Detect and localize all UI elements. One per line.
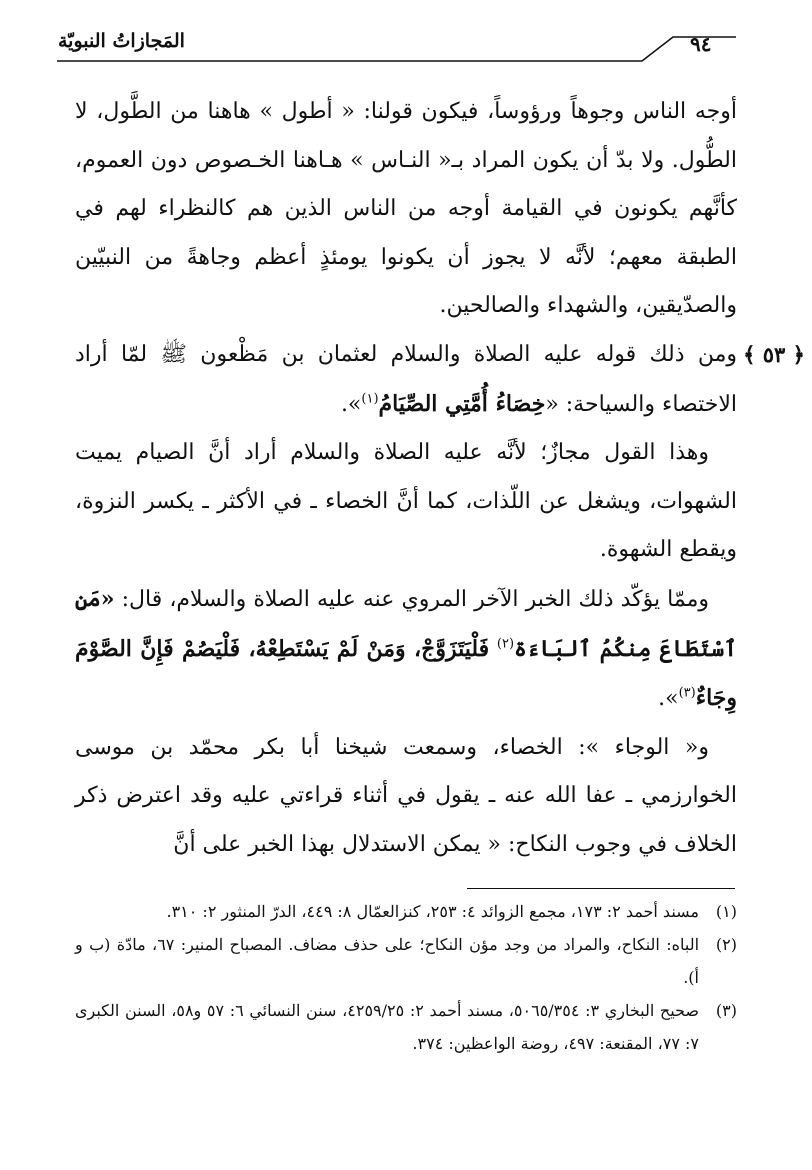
footnote-ref[interactable]: (٣) [678,685,696,701]
running-header [0,0,812,100]
paragraph-text-end: ». [658,686,679,712]
paragraph-text: وممّا يؤكّد ذلك الخبر الآخر المروي عنه عليه الصلاة والسلام، قال: [121,586,709,612]
paragraph-4 [75,575,737,724]
paragraph-number: ﴿ ٥٣ ﴾ [743,341,805,367]
paragraph-1 [75,88,737,331]
hadith-quote-part-2: فَلْيَتَزَوَّجْ، وَمَنْ لَمْ يَسْتَطِعْهُ، فَلْيَصُمْ فَإِنَّ الصَّوْمَ وِجَاءٌ [75,635,737,712]
footnote-number: (٢) [715,935,737,954]
text-line: والصدّيقين، والشهداء والصالحين. [439,293,737,319]
hadith-quote-part-1: «مَنِ ٱسْتَطَاعَ مِنكُمُ ٱلبَاءَة [75,585,737,662]
footnote-text: صحيح البخاري ٣: ٥٠٦٥/٣٥٤، مسند أحمد ٢: ٤٢٥٩/٢٥، سنن النسائي ٦: ٥٧ و٥٨، السنن الكبرى ٧: ٧٧، المقنعة: ٤٩٧، روضة الواعظين: ٣٧٤. [75,1001,699,1053]
paragraph-5: و« الوجاء »: الخصاء، وسمعت شيخنا أبا بكر محمّد بن موسى الخوارزمي ـ عفا الله عنه ـ يقول في أثناء قراءتي عليه وقد اعترض ذكر الخلاف في وجوب النكاح: « يمكن الاستدلال بهذا الخبر على أنَّ [75,734,737,857]
footnote-number: (٣) [715,1001,737,1020]
footnote-2 [75,928,737,994]
footnote-1 [75,895,737,928]
paragraph-3: وهذا القول مجازٌ؛ لأنَّه عليه الصلاة والسلام أراد أنَّ الصيام يميت الشهوات، ويشغل عن اللّذات، كما أنَّ الخصاء ـ في الأكثر ـ يكسر النزوة، ويقطع الشهوة. [75,440,737,563]
footnote-3 [75,994,737,1060]
footnote-ref[interactable]: (٢) [496,636,515,652]
footnote-number: (١) [715,902,737,921]
paragraph-text: ومن ذلك قوله عليه الصلاة والسلام لعثمان بن مَظْعون ﷺ لمّا أراد الاختصاء والسياحة: « [75,341,737,417]
main-text [75,88,805,870]
text-line: أوجه الناس وجوهاً ورؤوساً، فيكون قولنا: « أطول » هاهنا من الطَّول، [96,99,738,124]
text-line: في الطبقة معهم؛ لأنَّه لا يجوز أن يكونوا يومئذٍ أعظم وجاهةً من النبيّين [75,196,737,270]
footnote-separator [467,888,735,889]
book-title: المَجازاتُ النبويّة [58,30,185,52]
footnote-text: الباه: النكاح، والمراد من وجد مؤن النكاح؛ على حذف مضاف. المصباح المنير: ٦٧، مادّة (ب و أ). [75,935,700,987]
paragraph-53 [75,331,805,429]
text-line: العموم، كأنَّهم يكونون في القيامة أوجه من الناس الذين هم كالنظراء لهم [75,147,737,222]
page-number: ٩٤ [690,32,712,56]
footnote-ref[interactable]: (١) [361,391,379,407]
text-line: لا الطُّول. ولا بدّ أن يكون المراد بـ« النـاس » هـاهنا الخـصوص دون [75,99,737,173]
footnote-text: مسند أحمد ٢: ١٧٣، مجمع الزوائد ٤: ٢٥٣، كنزالعمّال ٨: ٤٤٩، الدرّ المنثور ٢: ٣١٠. [166,902,699,921]
paragraph-text-end: ». [340,391,362,417]
footnotes [75,895,737,1060]
hadith-quote: خِصَاءُ أُمَّتِي الصِّيَامُ [378,390,546,417]
